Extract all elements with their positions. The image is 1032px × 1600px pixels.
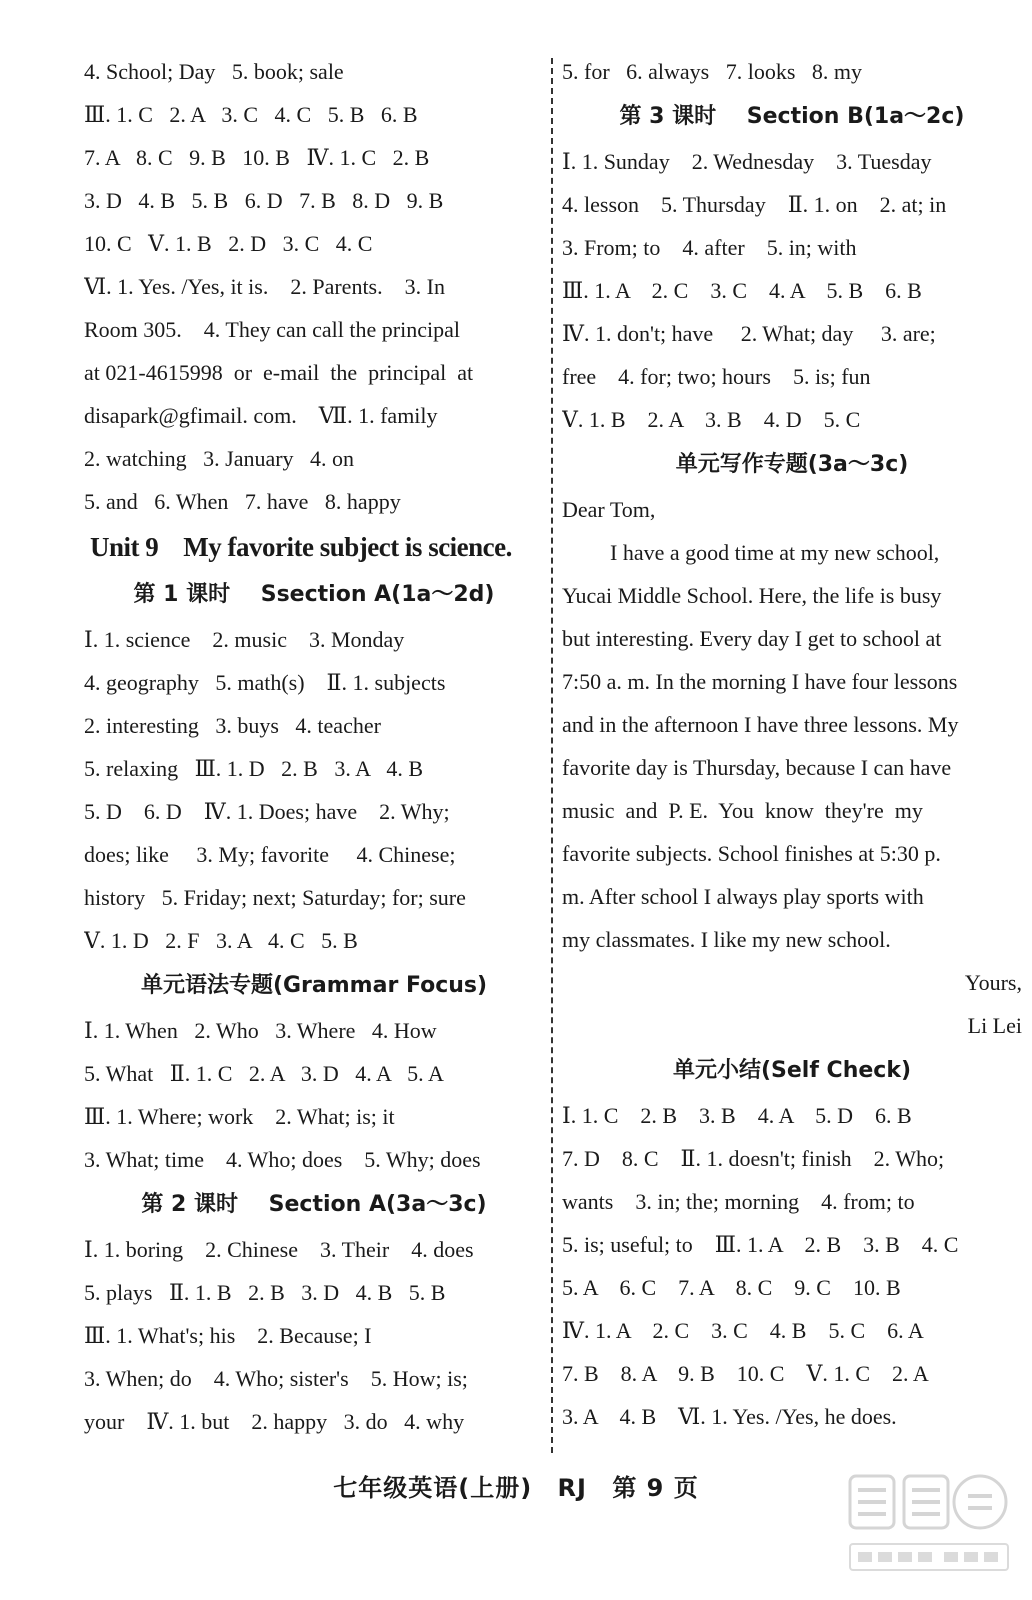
letter-line: 7:50 a. m. In the morning I have four lessons: [562, 669, 958, 694]
answer-line: 2. interesting 3. buys 4. teacher: [84, 713, 381, 738]
letter-line: and in the afternoon I have three lessons. My: [562, 712, 959, 737]
answer-line: 3. From; to 4. after 5. in; with: [562, 235, 857, 260]
answer-line: Ⅳ. 1. A 2. C 3. C 4. B 5. C 6. A: [562, 1318, 924, 1343]
answer-line: 10. C Ⅴ. 1. B 2. D 3. C 4. C: [84, 231, 373, 256]
column-divider: [551, 58, 553, 1453]
letter-closing: Yours,: [964, 970, 1022, 995]
section-heading: 单元小结(Self Check): [672, 1058, 912, 1083]
answer-line: 7. B 8. A 9. B 10. C Ⅴ. 1. C 2. A: [562, 1361, 929, 1386]
answer-line: Ⅰ. 1. science 2. music 3. Monday: [84, 627, 405, 652]
footer-page-number: 第 9 页: [612, 1474, 699, 1502]
answer-line: 4. lesson 5. Thursday Ⅱ. 1. on 2. at; in: [562, 192, 947, 217]
answer-line: Ⅴ. 1. B 2. A 3. B 4. D 5. C: [562, 407, 861, 432]
answer-line: 2. watching 3. January 4. on: [84, 446, 355, 471]
section-heading: 第 3 课时 Section B(1a～2c): [619, 104, 965, 129]
letter-signature: Li Lei: [967, 1013, 1022, 1038]
answer-line: your Ⅳ. 1. but 2. happy 3. do 4. why: [84, 1409, 465, 1434]
answer-line: Ⅳ. 1. don't; have 2. What; day 3. are;: [562, 321, 936, 346]
answer-line: Ⅲ. 1. Where; work 2. What; is; it: [84, 1104, 395, 1129]
letter-line: favorite day is Thursday, because I can have: [562, 755, 952, 780]
answer-line: Ⅴ. 1. D 2. F 3. A 4. C 5. B: [84, 928, 358, 953]
answer-line: free 4. for; two; hours 5. is; fun: [562, 364, 871, 389]
letter-line: favorite subjects. School finishes at 5:30 p.: [562, 841, 941, 866]
letter-greeting: Dear Tom,: [562, 497, 656, 522]
answer-line: 3. When; do 4. Who; sister's 5. How; is;: [84, 1366, 468, 1391]
letter-line: music and P. E. You know they're my: [562, 798, 923, 823]
answer-line: Room 305. 4. They can call the principal: [84, 317, 460, 342]
footer-edition: RJ: [557, 1474, 587, 1502]
answer-line: history 5. Friday; next; Saturday; for; sure: [84, 885, 466, 910]
letter-line: Yucai Middle School. Here, the life is busy: [562, 583, 942, 608]
answer-line: 5. and 6. When 7. have 8. happy: [84, 489, 401, 514]
answer-line: Ⅰ. 1. When 2. Who 3. Where 4. How: [84, 1018, 437, 1043]
answer-line: 4. School; Day 5. book; sale: [84, 59, 344, 84]
letter-line: my classmates. I like my new school.: [562, 927, 891, 952]
answer-line: at 021-4615998 or e-mail the principal at: [84, 360, 474, 385]
answer-line: Ⅰ. 1. C 2. B 3. B 4. A 5. D 6. B: [562, 1103, 912, 1128]
left-column: [84, 50, 544, 1443]
answer-line: 7. A 8. C 9. B 10. B Ⅳ. 1. C 2. B: [84, 145, 430, 170]
answer-line: 4. geography 5. math(s) Ⅱ. 1. subjects: [84, 670, 446, 695]
letter-line: but interesting. Every day I get to school at: [562, 626, 942, 651]
footer-book-title: 七年级英语(上册): [333, 1474, 533, 1502]
section-heading: 单元语法专题(Grammar Focus): [140, 973, 488, 998]
answer-line: 5. plays Ⅱ. 1. B 2. B 3. D 4. B 5. B: [84, 1280, 446, 1305]
right-column: [562, 50, 1022, 1438]
answer-line: Ⅲ. 1. What's; his 2. Because; I: [84, 1323, 372, 1348]
watermark-logo: [844, 1468, 1014, 1578]
answer-line: does; like 3. My; favorite 4. Chinese;: [84, 842, 456, 867]
answer-line: wants 3. in; the; morning 4. from; to: [562, 1189, 915, 1214]
answer-line: 5. D 6. D Ⅳ. 1. Does; have 2. Why;: [84, 799, 450, 824]
answer-line: 5. What Ⅱ. 1. C 2. A 3. D 4. A 5. A: [84, 1061, 444, 1086]
answer-line: Ⅰ. 1. boring 2. Chinese 3. Their 4. does: [84, 1237, 474, 1262]
section-heading: 第 1 课时 Ssection A(1a～2d): [133, 582, 495, 607]
answer-line: Ⅰ. 1. Sunday 2. Wednesday 3. Tuesday: [562, 149, 932, 174]
answer-line: 3. What; time 4. Who; does 5. Why; does: [84, 1147, 481, 1172]
answer-line: Ⅵ. 1. Yes. /Yes, it is. 2. Parents. 3. In: [84, 274, 445, 299]
letter-line: I have a good time at my new school,: [610, 540, 940, 565]
answer-line: disapark@gfimail. com. Ⅶ. 1. family: [84, 403, 438, 428]
letter-line: m. After school I always play sports with: [562, 884, 924, 909]
answer-line: 7. D 8. C Ⅱ. 1. doesn't; finish 2. Who;: [562, 1146, 945, 1171]
section-heading: 单元写作专题(3a～3c): [675, 452, 909, 477]
unit-title: Unit 9 My favorite subject is science.: [90, 532, 512, 562]
answer-line: 5. for 6. always 7. looks 8. my: [562, 59, 863, 84]
answer-line: Ⅲ. 1. C 2. A 3. C 4. C 5. B 6. B: [84, 102, 418, 127]
answer-line: 5. is; useful; to Ⅲ. 1. A 2. B 3. B 4. C: [562, 1232, 959, 1257]
answer-line: 3. A 4. B Ⅵ. 1. Yes. /Yes, he does.: [562, 1404, 897, 1429]
answer-line: Ⅲ. 1. A 2. C 3. C 4. A 5. B 6. B: [562, 278, 922, 303]
answer-line: 5. relaxing Ⅲ. 1. D 2. B 3. A 4. B: [84, 756, 423, 781]
section-heading: 第 2 课时 Section A(3a～3c): [141, 1192, 487, 1217]
answer-line: 5. A 6. C 7. A 8. C 9. C 10. B: [562, 1275, 901, 1300]
answer-line: 3. D 4. B 5. B 6. D 7. B 8. D 9. B: [84, 188, 444, 213]
